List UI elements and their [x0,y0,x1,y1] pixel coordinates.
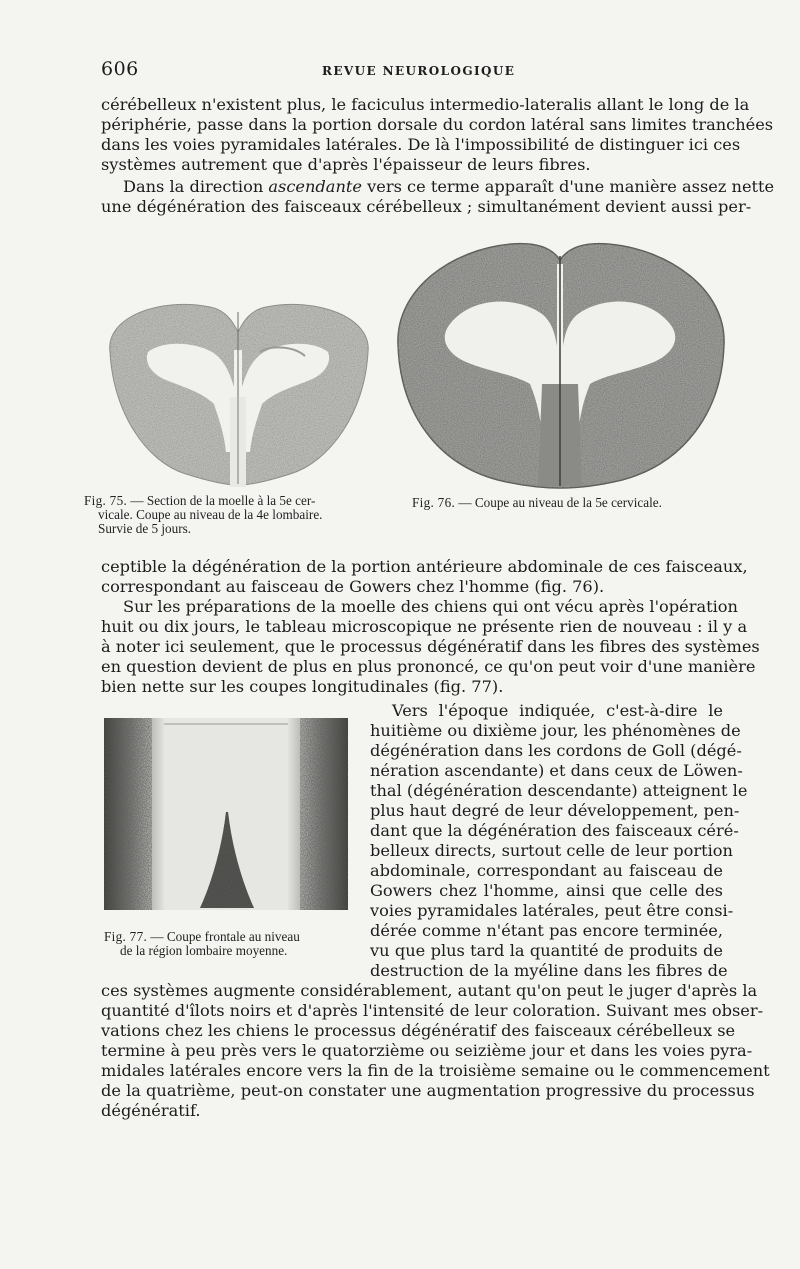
figure-75-caption [84,494,384,536]
caption-text: — Coupe frontale au niveau [150,929,300,944]
text-run: vers ce terme apparaît d'une manière assez nette [361,177,775,196]
text-line: dant que la dégénération des faisceaux céré- [370,821,739,840]
text-line [101,177,775,197]
caption-line [104,930,354,944]
page-number: 606 [101,58,139,80]
figure-75-spinal-cord-section [100,292,380,488]
text-line: vu que plus tard la quantité de produits de [370,941,723,960]
caption-line [84,494,384,508]
paragraph-1 [101,95,774,175]
figure-77-image [104,712,348,910]
text-line: Sur les préparations de la moelle des chiens qui ont vécu après l'opération [123,597,738,616]
paragraph-5-narrow [370,701,748,981]
text-line: midales latérales encore vers la fin de la troisième semaine ou le commencement [101,1061,770,1080]
text-line: belleux directs, surtout celle de leur portion [370,841,733,860]
caption-text: — Section de la moelle à la 5e cer- [130,493,316,508]
italic-term: ascendante [268,177,362,196]
text-line: destruction de la myéline dans les fibres de [370,961,728,980]
text-line: en question devient de plus en plus prononcé, ce qu'on peut voir d'une manière [101,657,756,676]
text-line: à noter ici seulement, que le processus dégénératif dans les fibres des systèmes [101,637,760,656]
figure-77-caption [104,930,354,958]
figure-label: Fig. 77. [104,929,148,944]
text-line: dégénératif. [101,1101,201,1120]
text-line: voies pyramidales latérales, peut être consi- [370,901,734,920]
figure-label: Fig. 75. [84,493,128,508]
text-line: nération ascendante) et dans ceux de Löwen- [370,761,743,780]
text-line: thal (dégénération descendante) atteignent le [370,781,748,800]
text-line: cérébelleux n'existent plus, le faciculus intermedio-lateralis allant le long de la [101,95,750,114]
text-line: dégénération dans les cordons de Goll (dégé- [370,741,742,760]
caption-line: vicale. Coupe au niveau de la 4e lombaire. [98,507,323,522]
running-head: REVUE NEUROLOGIQUE [322,64,516,78]
text-line: vations chez les chiens le processus dégénératif des faisceaux cérébelleux se [101,1021,736,1040]
text-run: Dans la direction [123,177,269,196]
caption-line: de la région lombaire moyenne. [120,943,288,958]
figure-77-longitudinal-section [104,712,348,910]
paragraph-3 [101,557,748,597]
text-line: périphérie, passe dans la portion dorsale du cordon latéral sans limites tranchées [101,115,774,134]
figure-76-caption [412,496,732,510]
text-line: termine à peu près vers le quatorzième ou seizième jour et dans les voies pyra- [101,1041,753,1060]
caption-line [412,496,732,510]
text-line: une dégénération des faisceaux cérébelleux ; simultanément devient aussi per- [101,197,752,216]
text-line: ces systèmes augmente considérablement, autant qu'on peut le juger d'après la [101,981,758,1000]
text-line: de la quatrième, peut-on constater une augmentation progressive du processus [101,1081,755,1100]
text-line: Gowers chez l'homme, ainsi que celle des [370,881,723,900]
text-line: dérée comme n'étant pas encore terminée, [370,921,723,940]
text-line: bien nette sur les coupes longitudinales (fig. 77). [101,677,504,696]
caption-line: Survie de 5 jours. [98,521,192,536]
figure-76-spinal-cord-section [392,234,730,490]
figure-label: Fig. 76. [412,495,456,510]
figure-76-image [392,234,730,490]
paragraph-2 [101,177,775,217]
text-line: correspondant au faisceau de Gowers chez l'homme (fig. 76). [101,577,605,596]
text-line: quantité d'îlots noirs et d'après l'intensité de leur coloration. Suivant mes obser- [101,1001,764,1020]
text-line: systèmes autrement que d'après l'épaisseur de leurs fibres. [101,155,591,174]
caption-text: — Coupe au niveau de la 5e cervicale. [458,495,662,510]
text-line: Vers l'époque indiquée, c'est-à-dire le [392,701,723,720]
figure-75-image [100,292,380,488]
paragraph-5-full [101,981,770,1121]
text-line: abdominale, correspondant au faisceau de [370,861,723,880]
paragraph-4 [101,597,760,697]
text-line: ceptible la dégénération de la portion antérieure abdominale de ces faisceaux, [101,557,748,576]
text-line: plus haut degré de leur développement, pen- [370,801,740,820]
text-line: huitième ou dixième jour, les phénomènes de [370,721,741,740]
text-line: dans les voies pyramidales latérales. De là l'impossibilité de distinguer ici ces [101,135,741,154]
text-line: huit ou dix jours, le tableau microscopique ne présente rien de nouveau : il y a [101,617,748,636]
